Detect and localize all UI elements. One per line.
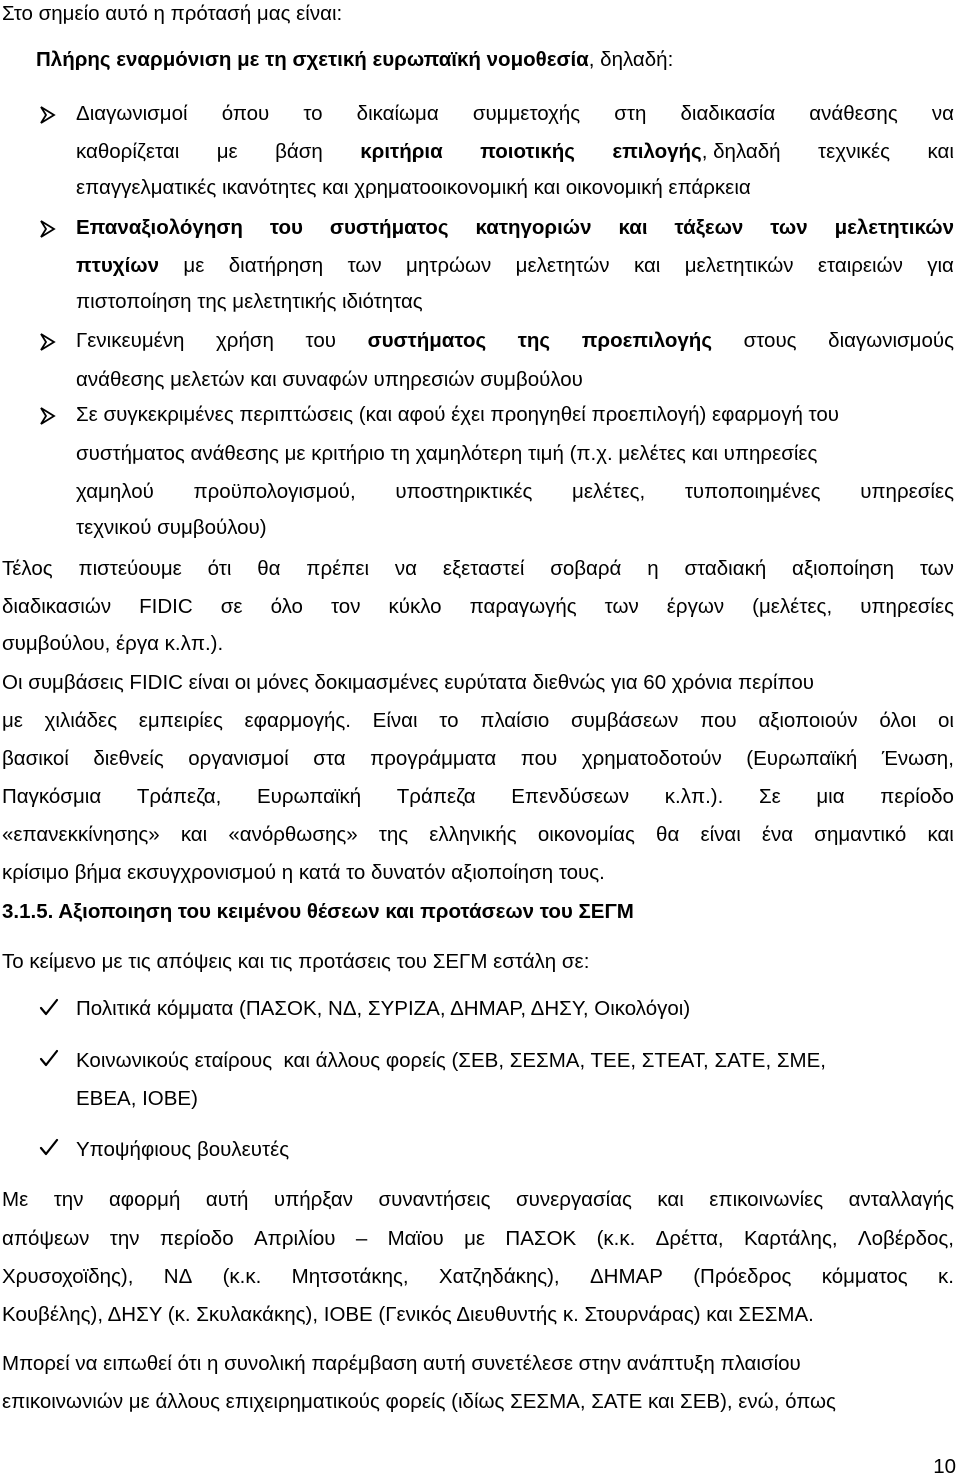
bullet-4-line-3: χαμηλού προϋπολογισμού, υποστηρικτικές μελέτες, τυποποιημένες υπηρεσίες — [76, 480, 954, 503]
bullet-2-line-2: πτυχίων με διατήρηση των μητρώων μελετητών και μελετητικών εταιρειών για — [76, 254, 954, 277]
arrow-bullet-icon — [38, 104, 60, 128]
bullet-1-line-2: καθορίζεται με βάση κριτήρια ποιοτικής επιλογής, δηλαδή τεχνικές και — [76, 140, 954, 163]
bullet-3-line-2: ανάθεσης μελετών και συναφών υπηρεσιών συμβούλου — [76, 368, 583, 391]
fidic-para-2-line-3: βασικοί διεθνείς οργανισμοί στα προγράμματα που χρηματοδοτούν (Ευρωπαϊκή Ένωση, — [2, 747, 954, 770]
bullet-3-line-1: Γενικευμένη χρήση του συστήματος της προεπιλογής στους διαγωνισμούς — [76, 329, 954, 352]
bullet-4-line-1: Σε συγκεκριμένες περιπτώσεις (και αφού έχει προηγηθεί προεπιλογή) εφαρμογή του — [76, 403, 839, 426]
checkmark-icon — [38, 1047, 60, 1071]
section-heading: 3.1.5. Αξιοποιηση του κειμένου θέσεων και προτάσεων του ΣΕΓΜ — [2, 900, 634, 923]
bullet-1-line-3: επαγγελματικές ικανότητες και χρηματοοικονομική και οικονομική επάρκεια — [76, 176, 751, 199]
recipient-social-partners-cont: ΕΒΕΑ, ΙΟΒΕ) — [76, 1087, 198, 1110]
recipient-candidates: Υποψήφιους βουλευτές — [76, 1138, 290, 1161]
recipient-social-partners: Κοινωνικούς εταίρους και άλλους φορείς (ΣΕΒ, ΣΕΣΜΑ, ΤΕΕ, ΣΤΕΑΤ, ΣΑΤΕ, ΣΜΕ, — [76, 1049, 826, 1072]
bullet-1-line-1: Διαγωνισμοί όπου το δικαίωμα συμμετοχής στη διαδικασία ανάθεσης να — [76, 102, 954, 125]
intro-rest: , δηλαδή: — [588, 48, 674, 71]
arrow-bullet-icon — [38, 218, 60, 242]
fidic-para-1-line-3: συμβούλου, έργα κ.λπ.). — [2, 632, 224, 655]
bullet-2-line-1: Επαναξιολόγηση του συστήματος κατηγοριών και τάξεων των μελετητικών — [76, 216, 954, 239]
final-line-1: Μπορεί να ειπωθεί ότι η συνολική παρέμβαση αυτή συνετέλεσε στην ανάπτυξη πλαισίου — [2, 1352, 801, 1375]
fidic-para-2-line-6: κρίσιμο βήμα εκσυγχρονισμού η κατά το δυνατόν αξιοποίηση τους. — [2, 861, 605, 884]
meetings-line-2: απόψεων την περίοδο Απριλίου – Μαϊου με ΠΑΣΟΚ (κ.κ. Δρέττα, Καρτάλης, Λοβέρδος, — [2, 1227, 954, 1250]
checkmark-icon — [38, 1136, 60, 1160]
checkmark-icon — [38, 996, 60, 1020]
bullet-2-line-3: πιστοποίηση της μελετητικής ιδιότητας — [76, 290, 423, 313]
recipient-parties: Πολιτικά κόμματα (ΠΑΣΟΚ, ΝΔ, ΣΥΡΙΖΑ, ΔΗΜΑΡ, ΔΗΣΥ, Οικολόγοι) — [76, 997, 691, 1020]
fidic-para-1-line-1: Τέλος πιστεύουμε ότι θα πρέπει να εξεταστεί σοβαρά η σταδιακή αξιοποίηση των — [2, 557, 954, 580]
fidic-para-2-line-2: με χιλιάδες εμπειρίες εφαρμογής. Είναι το πλαίσιο συμβάσεων που αξιοποιούν όλοι οι — [2, 709, 954, 732]
meetings-line-3: Χρυσοχοϊδης), ΝΔ (κ.κ. Μητσοτάκης, Χατζηδάκης), ΔΗΜΑΡ (Πρόεδρος κόμματος κ. — [2, 1265, 954, 1288]
fidic-para-2-line-1: Οι συμβάσεις FIDIC είναι οι μόνες δοκιμασμένες ευρύτατα διεθνώς για 60 χρόνια περίπου — [2, 671, 814, 694]
intro-statement — [36, 48, 673, 74]
bullet-4-line-4: τεχνικού συμβούλου) — [76, 516, 267, 539]
fidic-para-1-line-2: διαδικασιών FIDIC σε όλο τον κύκλο παραγωγής των έργων (μελέτες, υπηρεσίες — [2, 595, 954, 618]
fidic-para-2-line-4: Παγκόσμια Τράπεζα, Ευρωπαϊκή Τράπεζα Επενδύσεων κ.λπ.). Σε μια περίοδο — [2, 785, 954, 808]
fidic-para-2-line-5: «επανεκκίνησης» και «ανόρθωσης» της ελληνικής οικονομίας θα είναι ένα σημαντικό και — [2, 823, 954, 846]
final-line-2: επικοινωνιών με άλλους επιχειρηματικούς φορείς (ιδίως ΣΕΣΜΑ, ΣΑΤΕ και ΣΕΒ), ενώ, όπως — [2, 1390, 836, 1413]
arrow-bullet-icon — [38, 405, 60, 429]
meetings-line-1: Με την αφορμή αυτή υπήρξαν συναντήσεις συνεργασίας και επικοινωνίες ανταλλαγής — [2, 1188, 954, 1211]
bullet-4-line-2: συστήματος ανάθεσης με κριτήριο τη χαμηλότερη τιμή (π.χ. μελέτες και υπηρεσίες — [76, 442, 818, 465]
page-number: 10 — [933, 1455, 956, 1478]
intro-line: Στο σημείο αυτό η πρότασή μας είναι: — [2, 2, 343, 25]
arrow-bullet-icon — [38, 331, 60, 355]
intro-bold: Πλήρης εναρμόνιση με τη σχετική ευρωπαϊκή νομοθεσία — [36, 48, 589, 71]
recipients-intro: Το κείμενο με τις απόψεις και τις προτάσεις του ΣΕΓΜ εστάλη σε: — [2, 950, 590, 973]
meetings-line-4: Κουβέλης), ΔΗΣΥ (κ. Σκυλακάκης), ΙΟΒΕ (Γενικός Διευθυντής κ. Στουρνάρας) και ΣΕΣΜΑ. — [2, 1303, 814, 1326]
